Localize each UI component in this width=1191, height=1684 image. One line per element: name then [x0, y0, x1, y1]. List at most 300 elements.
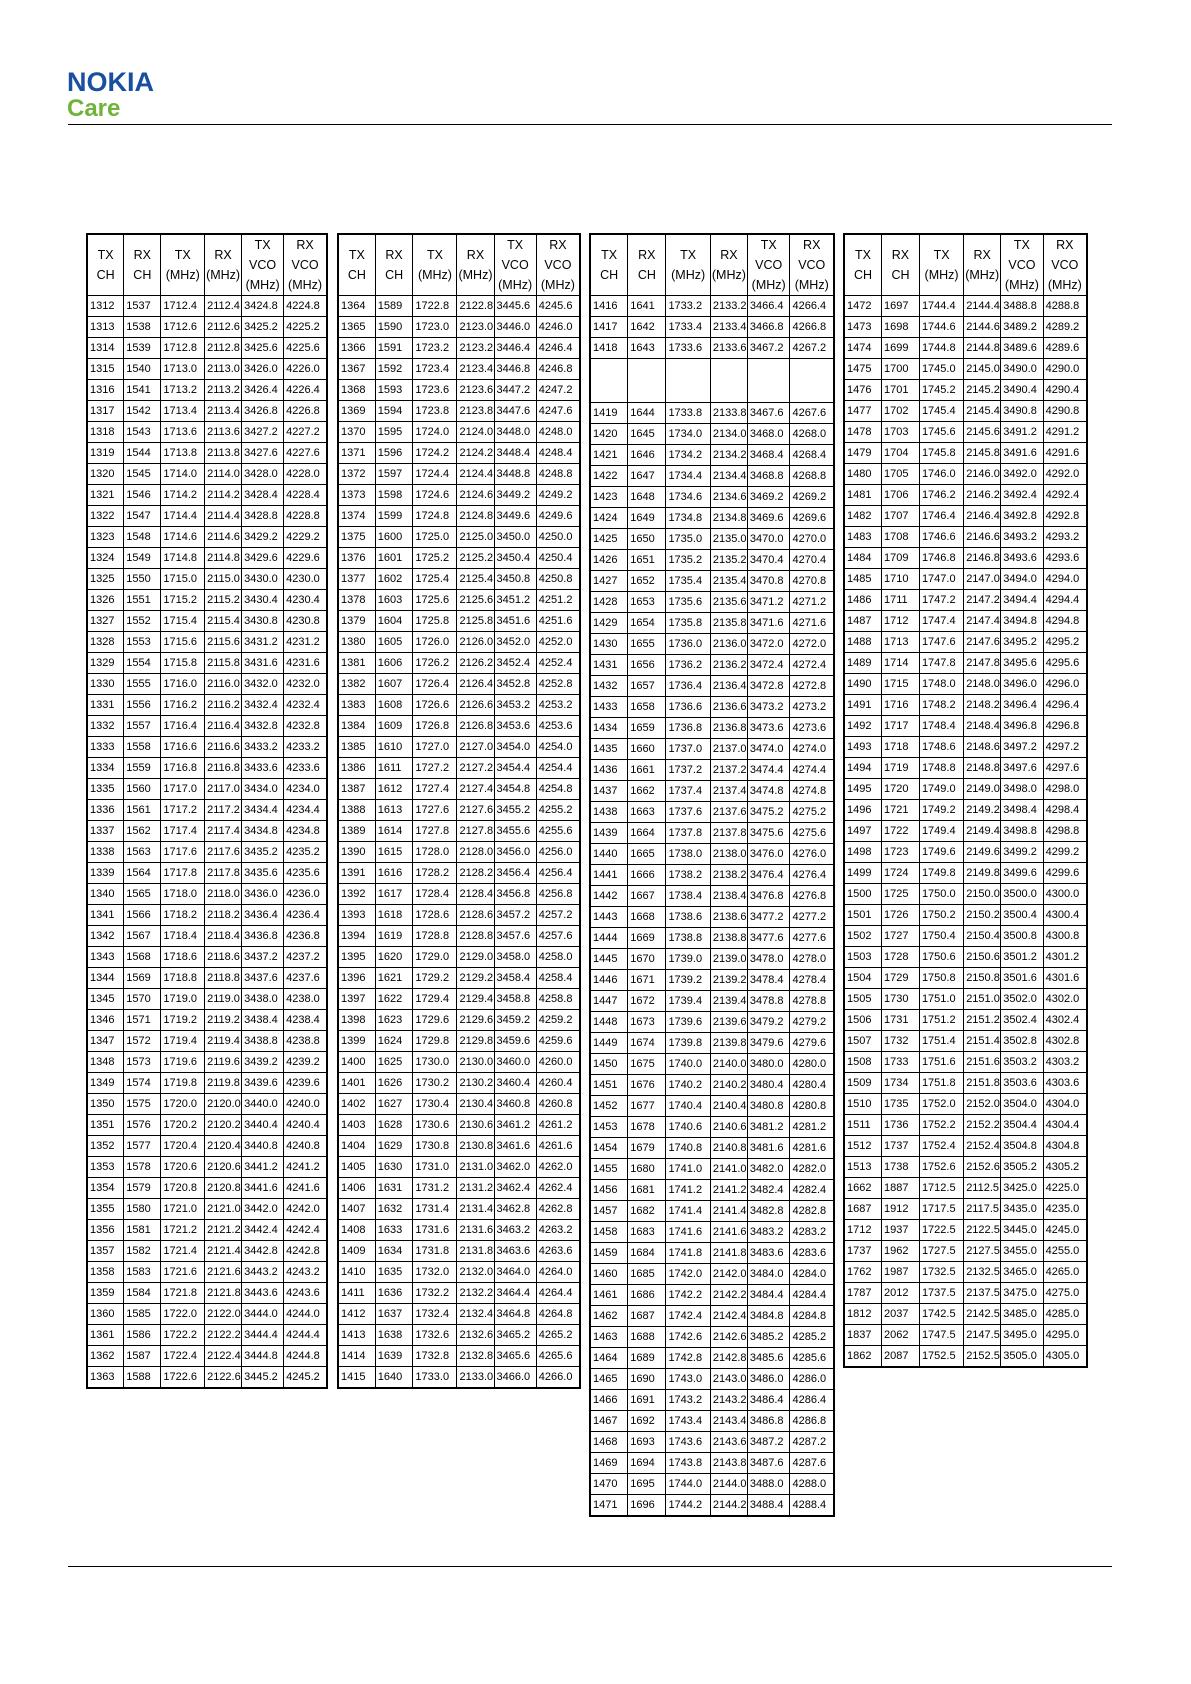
rx-vco-cell: 4297.6 — [1043, 758, 1087, 779]
rx-vco-cell: 4247.6 — [536, 401, 580, 422]
tx-ch-cell: 1462 — [590, 1306, 628, 1327]
tx-mhz-cell: 1724.2 — [413, 443, 457, 464]
rx-vco-cell: 4285.6 — [790, 1348, 834, 1369]
rx-ch-cell: 1598 — [375, 485, 413, 506]
tx-ch-cell: 1409 — [338, 1241, 375, 1262]
tx-ch-cell: 1348 — [87, 1052, 124, 1073]
rx-vco-cell: 4259.6 — [536, 1031, 580, 1052]
rx-mhz-cell: 2116.6 — [205, 737, 242, 758]
rx-ch-cell: 1571 — [124, 1010, 161, 1031]
table-row — [338, 842, 580, 863]
tx-mhz-cell: 1744.6 — [919, 317, 963, 338]
rx-ch-cell: 1732 — [882, 1031, 920, 1052]
tx-ch-header: TX CH — [87, 234, 124, 296]
rx-ch-cell: 1584 — [124, 1283, 161, 1304]
table-row — [338, 380, 580, 401]
tx-vco-cell: 3435.6 — [242, 863, 284, 884]
table-row — [844, 1157, 1087, 1178]
rx-mhz-cell: 2130.4 — [457, 1094, 494, 1115]
tx-mhz-cell: 1719.2 — [161, 1010, 205, 1031]
tx-ch-cell: 1431 — [590, 655, 628, 676]
tx-mhz-cell: 1716.4 — [161, 716, 205, 737]
table-row — [844, 485, 1087, 506]
table-row — [590, 1054, 834, 1075]
tx-vco-cell: 3453.6 — [494, 716, 536, 737]
tx-ch-cell: 1315 — [87, 359, 124, 380]
tx-ch-cell: 1413 — [338, 1325, 375, 1346]
rx-ch-header: RX CH — [375, 234, 413, 296]
tx-ch-cell: 1384 — [338, 716, 375, 737]
rx-mhz-cell: 2137.8 — [710, 823, 747, 844]
rx-vco-cell: 4278.0 — [790, 949, 834, 970]
tx-ch-cell: 1468 — [590, 1432, 628, 1453]
rx-mhz-cell: 2125.2 — [457, 548, 494, 569]
rx-ch-cell: 1640 — [375, 1367, 413, 1389]
rx-mhz-cell: 2143.2 — [710, 1390, 747, 1411]
tx-mhz-cell: 1728.2 — [413, 863, 457, 884]
rx-vco-cell: 4226.0 — [284, 359, 327, 380]
tx-ch-cell: 1328 — [87, 632, 124, 653]
table-row — [590, 1432, 834, 1453]
tx-ch-cell: 1319 — [87, 443, 124, 464]
tx-ch-cell: 1372 — [338, 464, 375, 485]
tx-vco-header: TX VCO (MHz) — [494, 234, 536, 296]
rx-mhz-cell: 2114.8 — [205, 548, 242, 569]
tx-ch-cell: 1427 — [590, 571, 628, 592]
tx-ch-cell: 1497 — [844, 821, 882, 842]
rx-vco-cell: 4292.0 — [1043, 464, 1087, 485]
table-row — [590, 928, 834, 949]
tx-ch-cell: 1481 — [844, 485, 882, 506]
rx-ch-cell: 1737 — [882, 1136, 920, 1157]
rx-mhz-cell: 2132.6 — [457, 1325, 494, 1346]
tx-mhz-cell: 1749.8 — [919, 863, 963, 884]
tx-ch-cell: 1480 — [844, 464, 882, 485]
rx-mhz-cell: 2151.8 — [964, 1073, 1001, 1094]
rx-ch-cell: 1730 — [882, 989, 920, 1010]
tx-mhz-cell: 1739.0 — [666, 949, 710, 970]
rx-mhz-cell: 2129.4 — [457, 989, 494, 1010]
tx-ch-cell: 1313 — [87, 317, 124, 338]
tx-ch-cell: 1423 — [590, 487, 628, 508]
rx-mhz-cell: 2119.2 — [205, 1010, 242, 1031]
rx-vco-cell: 4302.0 — [1043, 989, 1087, 1010]
tx-ch-cell: 1424 — [590, 508, 628, 529]
rx-ch-cell: 1668 — [628, 907, 666, 928]
tx-mhz-cell: 1726.6 — [413, 695, 457, 716]
rx-vco-cell: 4239.2 — [284, 1052, 327, 1073]
table-row — [338, 737, 580, 758]
rx-mhz-cell: 2141.0 — [710, 1159, 747, 1180]
rx-ch-cell: 1644 — [628, 403, 666, 424]
rx-vco-cell: 4230.4 — [284, 590, 327, 611]
rx-ch-cell: 1675 — [628, 1054, 666, 1075]
table-row — [844, 1220, 1087, 1241]
tx-ch-cell: 1488 — [844, 632, 882, 653]
rx-ch-cell: 1548 — [124, 527, 161, 548]
table-row — [844, 1199, 1087, 1220]
tx-vco-cell: 3466.8 — [747, 317, 790, 338]
rx-vco-cell: 4271.6 — [790, 613, 834, 634]
tx-vco-cell: 3479.6 — [747, 1033, 790, 1054]
tx-vco-cell: 3447.2 — [494, 380, 536, 401]
table-row — [844, 1346, 1087, 1368]
rx-mhz-cell: 2152.0 — [964, 1094, 1001, 1115]
rx-ch-cell: 1643 — [628, 338, 666, 359]
rx-mhz-cell: 2140.6 — [710, 1117, 747, 1138]
tx-ch-cell: 1380 — [338, 632, 375, 653]
table-row — [338, 926, 580, 947]
rx-mhz-cell: 2116.2 — [205, 695, 242, 716]
tx-mhz-cell: 1736.8 — [666, 718, 710, 739]
tx-vco-cell: 3425.2 — [242, 317, 284, 338]
tx-ch-cell: 1374 — [338, 506, 375, 527]
rx-vco-cell: 4275.0 — [1043, 1283, 1087, 1304]
table-row — [844, 464, 1087, 485]
tx-vco-cell: 3472.8 — [747, 676, 790, 697]
rx-ch-cell: 1706 — [882, 485, 920, 506]
rx-ch-cell: 1721 — [882, 800, 920, 821]
table-row — [590, 886, 834, 907]
table-row — [87, 296, 327, 317]
tx-ch-cell: 1391 — [338, 863, 375, 884]
tx-mhz-cell: 1745.4 — [919, 401, 963, 422]
rx-vco-cell: 4238.0 — [284, 989, 327, 1010]
tx-ch-cell: 1364 — [338, 296, 375, 317]
rx-mhz-cell: 2117.8 — [205, 863, 242, 884]
tx-mhz-cell: 1751.6 — [919, 1052, 963, 1073]
table-row — [87, 1031, 327, 1052]
rx-mhz-cell: 2137.4 — [710, 781, 747, 802]
rx-ch-cell: 1551 — [124, 590, 161, 611]
rx-mhz-cell: 2112.8 — [205, 338, 242, 359]
table-row — [590, 1306, 834, 1327]
rx-vco-cell: 4305.0 — [1043, 1346, 1087, 1368]
rx-ch-cell: 1605 — [375, 632, 413, 653]
rx-ch-header: RX CH — [882, 234, 920, 296]
table-row — [87, 485, 327, 506]
table-row — [338, 863, 580, 884]
tx-mhz-cell: 1734.4 — [666, 466, 710, 487]
tx-vco-cell: 3486.0 — [747, 1369, 790, 1390]
tx-mhz-cell: 1727.6 — [413, 800, 457, 821]
rx-mhz-cell: 2142.5 — [964, 1304, 1001, 1325]
tx-mhz-cell: 1729.8 — [413, 1031, 457, 1052]
rx-ch-cell: 1633 — [375, 1220, 413, 1241]
tx-ch-cell: 1377 — [338, 569, 375, 590]
table-row — [590, 1075, 834, 1096]
tx-vco-cell: 3442.0 — [242, 1199, 284, 1220]
tx-vco-cell: 3425.6 — [242, 338, 284, 359]
table-row — [87, 1220, 327, 1241]
tx-vco-cell: 3470.0 — [747, 529, 790, 550]
rx-ch-cell: 1597 — [375, 464, 413, 485]
table-row — [87, 1073, 327, 1094]
tx-mhz-cell: 1750.6 — [919, 947, 963, 968]
rx-ch-cell: 1648 — [628, 487, 666, 508]
rx-vco-cell: 4282.0 — [790, 1159, 834, 1180]
rx-mhz-cell: 2139.2 — [710, 970, 747, 991]
rx-ch-cell: 1576 — [124, 1115, 161, 1136]
rx-ch-cell: 1594 — [375, 401, 413, 422]
table-row — [590, 823, 834, 844]
tx-mhz-cell: 1730.8 — [413, 1136, 457, 1157]
rx-mhz-cell: 2134.4 — [710, 466, 747, 487]
table-row — [844, 674, 1087, 695]
table-row — [590, 1117, 834, 1138]
rx-ch-cell: 1563 — [124, 842, 161, 863]
rx-ch-cell: 1711 — [882, 590, 920, 611]
tx-mhz-cell: 1735.0 — [666, 529, 710, 550]
table-row — [338, 1325, 580, 1346]
rx-vco-cell: 4285.0 — [1043, 1304, 1087, 1325]
channel-table-2 — [337, 233, 581, 1389]
tx-ch-cell: 1334 — [87, 758, 124, 779]
tx-ch-cell: 1344 — [87, 968, 124, 989]
table-row — [338, 1262, 580, 1283]
rx-mhz-cell: 2115.0 — [205, 569, 242, 590]
rx-mhz-cell: 2149.6 — [964, 842, 1001, 863]
tx-vco-cell: 3504.0 — [1001, 1094, 1043, 1115]
tx-vco-header: TX VCO (MHz) — [1001, 234, 1043, 296]
tx-ch-cell: 1379 — [338, 611, 375, 632]
tx-mhz-cell: 1743.6 — [666, 1432, 710, 1453]
table-row — [87, 1346, 327, 1367]
tx-mhz-cell: 1731.0 — [413, 1157, 457, 1178]
table-row — [590, 1159, 834, 1180]
rx-mhz-cell: 2124.4 — [457, 464, 494, 485]
rx-vco-cell: 4272.4 — [790, 655, 834, 676]
tx-mhz-cell: 1739.6 — [666, 1012, 710, 1033]
channel-table-4 — [843, 233, 1088, 1368]
tx-ch-cell: 1502 — [844, 926, 882, 947]
table-row — [87, 947, 327, 968]
tx-ch-cell: 1325 — [87, 569, 124, 590]
rx-mhz-cell: 2145.4 — [964, 401, 1001, 422]
rx-mhz-cell: 2141.4 — [710, 1201, 747, 1222]
rx-mhz-cell: 2113.0 — [205, 359, 242, 380]
tx-ch-cell: 1355 — [87, 1199, 124, 1220]
tx-vco-cell: 3436.0 — [242, 884, 284, 905]
rx-vco-cell: 4244.8 — [284, 1346, 327, 1367]
rx-ch-cell: 1646 — [628, 445, 666, 466]
table-row — [87, 464, 327, 485]
tx-vco-header: TX VCO (MHz) — [242, 234, 284, 296]
rx-ch-cell: 1561 — [124, 800, 161, 821]
tx-ch-cell: 1737 — [844, 1241, 882, 1262]
rx-mhz-cell: 2120.4 — [205, 1136, 242, 1157]
table-row — [87, 380, 327, 401]
tx-vco-cell: 3436.4 — [242, 905, 284, 926]
tx-mhz-cell: 1717.5 — [919, 1199, 963, 1220]
tx-ch-cell: 1500 — [844, 884, 882, 905]
rx-ch-cell: 1539 — [124, 338, 161, 359]
tx-mhz-cell: 1716.6 — [161, 737, 205, 758]
rx-ch-cell: 1671 — [628, 970, 666, 991]
rx-mhz-cell: 2142.0 — [710, 1264, 747, 1285]
rx-vco-cell: 4279.6 — [790, 1033, 834, 1054]
tx-vco-cell: 3431.2 — [242, 632, 284, 653]
table-row — [844, 1304, 1087, 1325]
rx-vco-cell: 4295.6 — [1043, 653, 1087, 674]
rx-vco-cell: 4280.8 — [790, 1096, 834, 1117]
tx-vco-cell: 3438.0 — [242, 989, 284, 1010]
table-row — [338, 1136, 580, 1157]
tx-vco-cell: 3432.4 — [242, 695, 284, 716]
table-row — [87, 443, 327, 464]
tx-mhz-cell: 1720.0 — [161, 1094, 205, 1115]
rx-mhz-cell: 2113.8 — [205, 443, 242, 464]
rx-ch-cell: 1550 — [124, 569, 161, 590]
tx-ch-cell: 1405 — [338, 1157, 375, 1178]
tx-mhz-cell: 1745.2 — [919, 380, 963, 401]
table-row — [338, 905, 580, 926]
rx-vco-cell: 4235.6 — [284, 863, 327, 884]
rx-vco-cell: 4298.0 — [1043, 779, 1087, 800]
rx-vco-cell: 4229.2 — [284, 527, 327, 548]
tx-mhz-cell: 1725.6 — [413, 590, 457, 611]
rx-mhz-cell: 2112.4 — [205, 296, 242, 317]
rx-ch-cell: 1610 — [375, 737, 413, 758]
tx-ch-cell: 1448 — [590, 1012, 628, 1033]
tx-vco-cell: 3455.0 — [1001, 1241, 1043, 1262]
tx-ch-cell: 1437 — [590, 781, 628, 802]
tx-vco-cell: 3430.0 — [242, 569, 284, 590]
tx-vco-cell: 3460.8 — [494, 1094, 536, 1115]
tx-ch-cell: 1389 — [338, 821, 375, 842]
table-row — [338, 590, 580, 611]
tx-ch-cell: 1508 — [844, 1052, 882, 1073]
rx-vco-cell: 4270.0 — [790, 529, 834, 550]
rx-mhz-cell: 2120.8 — [205, 1178, 242, 1199]
table-row — [87, 1094, 327, 1115]
tx-vco-cell: 3435.2 — [242, 842, 284, 863]
rx-vco-cell: 4246.0 — [536, 317, 580, 338]
table-row — [338, 674, 580, 695]
rx-vco-cell: 4262.4 — [536, 1178, 580, 1199]
rx-mhz-cell: 2123.4 — [457, 359, 494, 380]
tx-ch-cell: 1445 — [590, 949, 628, 970]
rx-vco-cell: 4256.0 — [536, 842, 580, 863]
tx-vco-cell: 3437.6 — [242, 968, 284, 989]
tx-vco-cell: 3478.8 — [747, 991, 790, 1012]
tx-ch-cell: 1349 — [87, 1073, 124, 1094]
tx-ch-cell: 1352 — [87, 1136, 124, 1157]
tx-mhz-header: TX (MHz) — [413, 234, 457, 296]
tx-vco-cell: 3446.4 — [494, 338, 536, 359]
tx-ch-cell: 1363 — [87, 1367, 124, 1389]
tx-mhz-cell: 1734.2 — [666, 445, 710, 466]
tx-mhz-cell: 1752.6 — [919, 1157, 963, 1178]
tx-ch-cell: 1398 — [338, 1010, 375, 1031]
logo-brand: NOKIA — [67, 67, 154, 97]
tx-ch-cell: 1416 — [590, 296, 628, 317]
tx-vco-cell: 3456.8 — [494, 884, 536, 905]
table-row — [844, 1283, 1087, 1304]
table-row — [87, 338, 327, 359]
rx-mhz-cell: 2122.8 — [457, 296, 494, 317]
tx-vco-cell: 3467.6 — [747, 403, 790, 424]
tx-ch-cell: 1360 — [87, 1304, 124, 1325]
tx-ch-cell: 1321 — [87, 485, 124, 506]
rx-ch-cell: 1574 — [124, 1073, 161, 1094]
rx-vco-cell: 4286.8 — [790, 1411, 834, 1432]
rx-ch-cell: 1549 — [124, 548, 161, 569]
tx-ch-cell: 1509 — [844, 1073, 882, 1094]
rx-ch-cell: 1679 — [628, 1138, 666, 1159]
tx-mhz-cell: 1741.2 — [666, 1180, 710, 1201]
rx-vco-cell: 4288.8 — [1043, 296, 1087, 317]
rx-mhz-cell: 2133.2 — [710, 296, 747, 317]
tx-mhz-cell: 1740.4 — [666, 1096, 710, 1117]
rx-vco-cell: 4290.8 — [1043, 401, 1087, 422]
tx-mhz-cell: 1719.0 — [161, 989, 205, 1010]
table-row — [844, 779, 1087, 800]
rx-vco-cell: 4245.0 — [1043, 1220, 1087, 1241]
table-row — [87, 1241, 327, 1262]
table-row — [590, 445, 834, 466]
rx-vco-cell: 4229.6 — [284, 548, 327, 569]
rx-vco-cell: 4258.4 — [536, 968, 580, 989]
rx-vco-cell: 4256.8 — [536, 884, 580, 905]
tx-mhz-cell: 1742.0 — [666, 1264, 710, 1285]
rx-vco-cell: 4266.0 — [536, 1367, 580, 1389]
rx-vco-cell: 4292.8 — [1043, 506, 1087, 527]
tx-vco-cell: 3462.4 — [494, 1178, 536, 1199]
tx-ch-cell: 1463 — [590, 1327, 628, 1348]
rx-vco-header: RX VCO (MHz) — [284, 234, 327, 296]
table-row — [590, 949, 834, 970]
rx-vco-cell: 4296.4 — [1043, 695, 1087, 716]
rx-mhz-cell: 2146.6 — [964, 527, 1001, 548]
tx-ch-cell: 1837 — [844, 1325, 882, 1346]
tx-ch-cell: 1333 — [87, 737, 124, 758]
rx-mhz-cell: 2135.4 — [710, 571, 747, 592]
logo-subtitle: Care — [67, 95, 121, 122]
rx-mhz-cell: 2134.8 — [710, 508, 747, 529]
rx-mhz-cell: 2119.4 — [205, 1031, 242, 1052]
rx-mhz-cell: 2129.6 — [457, 1010, 494, 1031]
rx-ch-cell: 1962 — [882, 1241, 920, 1262]
rx-ch-cell: 1555 — [124, 674, 161, 695]
rx-ch-cell: 1542 — [124, 401, 161, 422]
tx-ch-cell: 1490 — [844, 674, 882, 695]
table-row — [590, 865, 834, 886]
rx-ch-cell: 1691 — [628, 1390, 666, 1411]
rx-vco-cell: 4244.4 — [284, 1325, 327, 1346]
rx-vco-cell: 4273.6 — [790, 718, 834, 739]
header-row — [87, 234, 327, 296]
rx-mhz-cell: 2145.0 — [964, 359, 1001, 380]
tx-mhz-cell: 1732.4 — [413, 1304, 457, 1325]
rx-vco-cell: 4298.4 — [1043, 800, 1087, 821]
rx-ch-cell: 1664 — [628, 823, 666, 844]
rx-ch-cell: 1670 — [628, 949, 666, 970]
rx-mhz-cell: 2115.4 — [205, 611, 242, 632]
tx-mhz-cell: 1731.2 — [413, 1178, 457, 1199]
tx-vco-cell: 3487.6 — [747, 1453, 790, 1474]
tx-mhz-cell: 1743.2 — [666, 1390, 710, 1411]
table-row — [844, 842, 1087, 863]
rx-ch-cell: 1663 — [628, 802, 666, 823]
tx-vco-cell: 3460.0 — [494, 1052, 536, 1073]
rx-ch-cell: 1704 — [882, 443, 920, 464]
tx-vco-cell: 3463.6 — [494, 1241, 536, 1262]
rx-mhz-cell: 2148.4 — [964, 716, 1001, 737]
tx-vco-cell: 3444.4 — [242, 1325, 284, 1346]
tx-ch-cell: 1512 — [844, 1136, 882, 1157]
tx-mhz-cell: 1722.6 — [161, 1367, 205, 1389]
